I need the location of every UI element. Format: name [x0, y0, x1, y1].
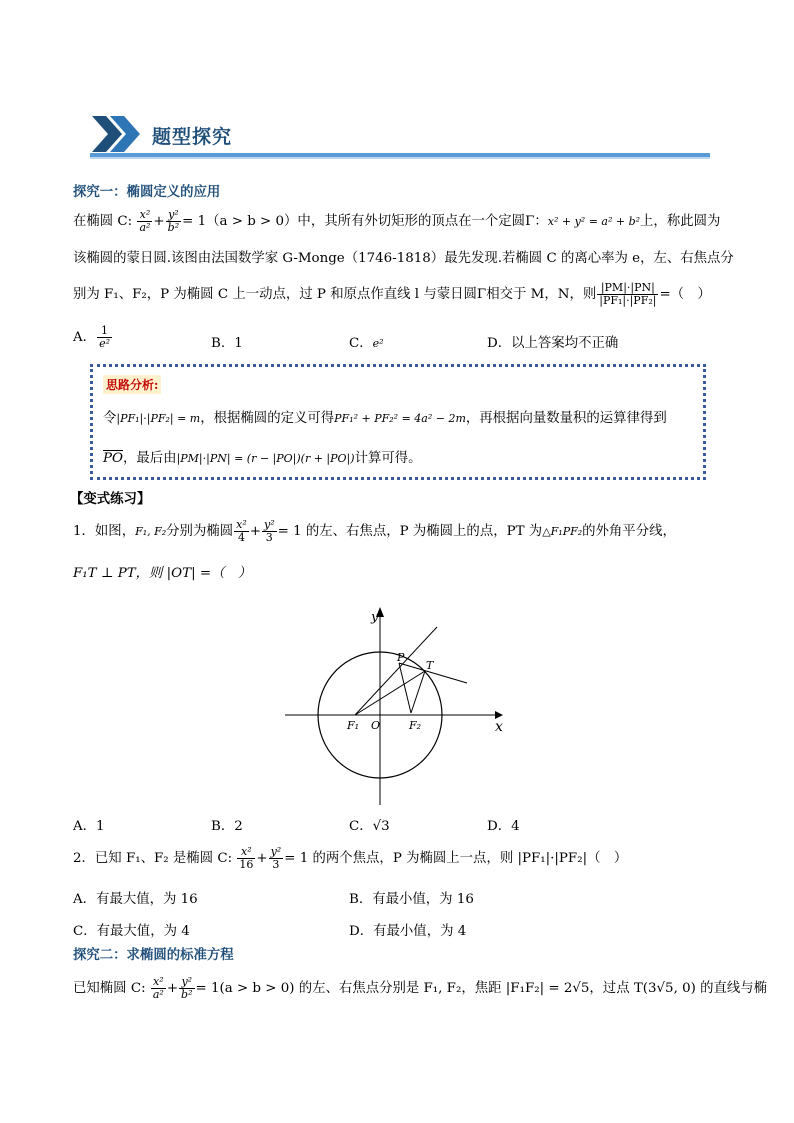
q1-option-c[interactable]: C．√3 — [349, 819, 390, 834]
q1-option-d[interactable]: D．4 — [487, 819, 520, 834]
variant-q1-line1: 1．如图，F₁, F₂分别为椭圆 $\frac{\text{x²}}{4}$ + $\frac{\text{y²}}{3}$ = 1 的左、右焦点，P 为椭圆上的点，PT 为△F₁PF₂的外角平分线， — [73, 518, 676, 544]
q2-option-b[interactable]: B．有最小值，为 16 — [349, 892, 474, 907]
q1-option-b[interactable]: B．2 — [211, 819, 243, 834]
section2-heading: 探究二：求椭圆的标准方程 — [73, 947, 234, 963]
hint-line1: 令|PF₁|·|PF₂| = m，根据椭圆的定义可得PF₁² + PF₂² = 4a² − 2m，再根据向量数量积的运算律得到 — [103, 411, 667, 426]
ellipse-figure — [285, 605, 525, 805]
option-b[interactable]: B．1 — [211, 336, 243, 351]
header-bar-light — [90, 157, 710, 159]
option-d[interactable]: D．以上答案均不正确 — [487, 336, 619, 351]
label-f1: F₁ — [347, 719, 360, 732]
q2-option-c[interactable]: C．有最大值，为 4 — [73, 924, 190, 939]
section1-para1: 在椭圆 C: $\frac{\text{x²}}{\text{a²}}$ + $\frac{\text{y²}}{\text{b²}}$ = 1（a > b > 0）中，其所有外切矩形的顶点在一个定圆Γ：x² + y² = a² + b²上，称此圆为 — [73, 208, 721, 234]
label-o: O — [371, 719, 381, 732]
section1-heading: 探究一：椭圆定义的应用 — [73, 184, 221, 200]
variant-q1-line2: F₁T ⊥ PT，则 |OT| =（ ） — [73, 566, 252, 581]
q1-option-a[interactable]: A．1 — [73, 819, 105, 834]
option-c[interactable]: C．e² — [349, 336, 384, 351]
section1-para2: 该椭圆的蒙日圆.该图由法国数学家 G-Monge（1746-1818）最先发现.若椭圆 C 的离心率为 e，左、右焦点分 — [73, 251, 734, 266]
double-chevron-icon — [90, 112, 140, 156]
label-f2: F₂ — [409, 719, 422, 732]
label-t: T — [426, 659, 434, 672]
variant-q2: 2．已知 F₁、F₂ 是椭圆 C: $\frac{\text{x²}}{16}$ + $\frac{\text{y²}}{3}$ = 1 的两个焦点，P 为椭圆上一点，则 |PF₁|·|PF₂|（ ） — [73, 845, 628, 871]
label-p: P — [397, 651, 405, 664]
hint-label: 思路分析: — [103, 375, 161, 394]
hint-box — [90, 364, 706, 480]
section1-para3: 别为 F₁、F₂，P 为椭圆 C 上一动点，过 P 和原点作直线 l 与蒙日圆Γ相交于 M，N，则 $\frac{|PM|\cdot|PN|}{\text{|PF₁|·|PF₂|}}$ =（ ） — [73, 281, 711, 307]
hint-line2: $\overline{PO}$，最后由|PM|·|PN| = (r − |PO|)(r + |PO|)计算可得。 — [103, 451, 422, 466]
label-y: y — [371, 610, 379, 625]
line-f2-t — [411, 671, 425, 713]
q2-option-a[interactable]: A．有最大值，为 16 — [73, 892, 198, 907]
option-a[interactable]: A． $\frac{1}{\text{e²}}$ — [73, 324, 110, 350]
label-x: x — [495, 719, 503, 735]
q2-option-d[interactable]: D．有最小值，为 4 — [349, 924, 467, 939]
line-p-f2 — [399, 663, 411, 713]
x-axis-arrow — [495, 711, 503, 719]
page-title: 题型探究 — [152, 126, 233, 148]
section2-para1: 已知椭圆 C: $\frac{\text{x²}}{\text{a²}}$ + $\frac{\text{y²}}{\text{b²}}$ = 1(a > b > 0) 的左、右焦点分别是 F₁, F₂，焦距 |F₁F₂| = 2√5，过点 T(3√5, 0) 的直线与椭 — [73, 975, 768, 1001]
variant-heading: 【变式练习】 — [70, 491, 151, 507]
